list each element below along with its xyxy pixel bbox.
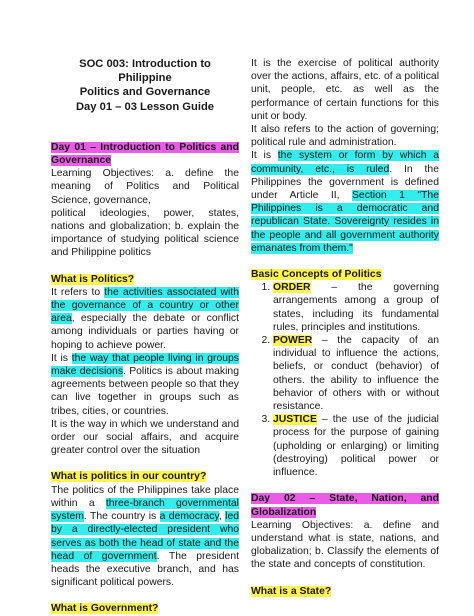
heading-what-is-politics: What is Politics? <box>51 273 135 285</box>
document-title <box>51 57 239 114</box>
government-definition-3: It is the system or form by which a community, etc., is ruled. In the Philippines the government is defined under Article II, Section 1 "The Philippines is a democratic and republican State. Sovereignty resides in the people and all government authority emanates from them." <box>251 150 439 254</box>
politics-definition-1: It refers to the activities associated with the governance of a country or other area, especially the debate or conflict among individuals or parties having or hoping to achieve power. <box>51 286 239 351</box>
politics-definition-3: It is the way in which we understand and order our social affairs, and acquire greater control over the situation <box>51 418 239 457</box>
title-line-3: Day 01 – 03 Lesson Guide <box>75 100 215 113</box>
government-definition-1: It is the exercise of political authority over the actions, affairs, etc. of a political unit, people, etc. as well as the performance of certain functions for this unit or body. <box>251 58 439 122</box>
list-item: 3. JUSTICE – the use of the judicial process for the purpose of gaining (upholding or enlarging) or limiting (destroying) political power or influence. <box>273 413 439 479</box>
politics-country-paragraph: The politics of the Philippines take place within a three-branch governmental system. The country is a democracy, led by a directly-elected president who serves as both the head of state and the head of government. The president heads the executive branch, and has significant political powers. <box>51 484 240 589</box>
heading-basic-concepts: Basic Concepts of Politics <box>251 269 382 281</box>
list-item: 2. POWER – the capacity of an individual to influence the actions, beliefs, or conduct (behavior) of others. the ability to influence the behavior of others with or without resistance. <box>273 334 439 413</box>
politics-definition-2: It is the way that people living in groups make decisions. Politics is about making agreements between people so that they can live together in groups such as tribes, cities, or countries. <box>51 352 239 417</box>
day02-heading: Day 02 – State, Nation, and Globalization <box>251 493 439 518</box>
heading-politics-in-country: What is politics in our country? <box>51 471 207 483</box>
day01-heading: Day 01 – Introduction to Politics and Governance <box>51 141 239 167</box>
learning-objectives-2: Learning Objectives: a. define and understand what is state, nations, and globalization; b. Classify the elements of the state and concepts of constitution. <box>251 519 439 571</box>
heading-what-is-state: What is a State? <box>251 585 332 597</box>
title-line-1: SOC 003: Introduction to Philippine <box>79 58 211 85</box>
left-column <box>51 57 239 616</box>
government-definition-2: It also refers to the action of governing; political rule and administration. <box>251 124 439 149</box>
heading-what-is-government: What is Government? <box>51 603 159 615</box>
learning-objectives-1: Learning Objectives: a. define the meaning of Politics and Political Science, governance, political ideologies, power, states, nations and globalization; b. explain the importance of studying political science and Philippine politics <box>51 168 239 259</box>
right-column <box>251 57 439 598</box>
list-item: 1. ORDER – the governing arrangements among a group of states, including its fundamental rules, principles and institutions. <box>273 281 439 334</box>
title-line-2: Politics and Governance <box>79 86 211 99</box>
concepts-list <box>251 281 439 479</box>
